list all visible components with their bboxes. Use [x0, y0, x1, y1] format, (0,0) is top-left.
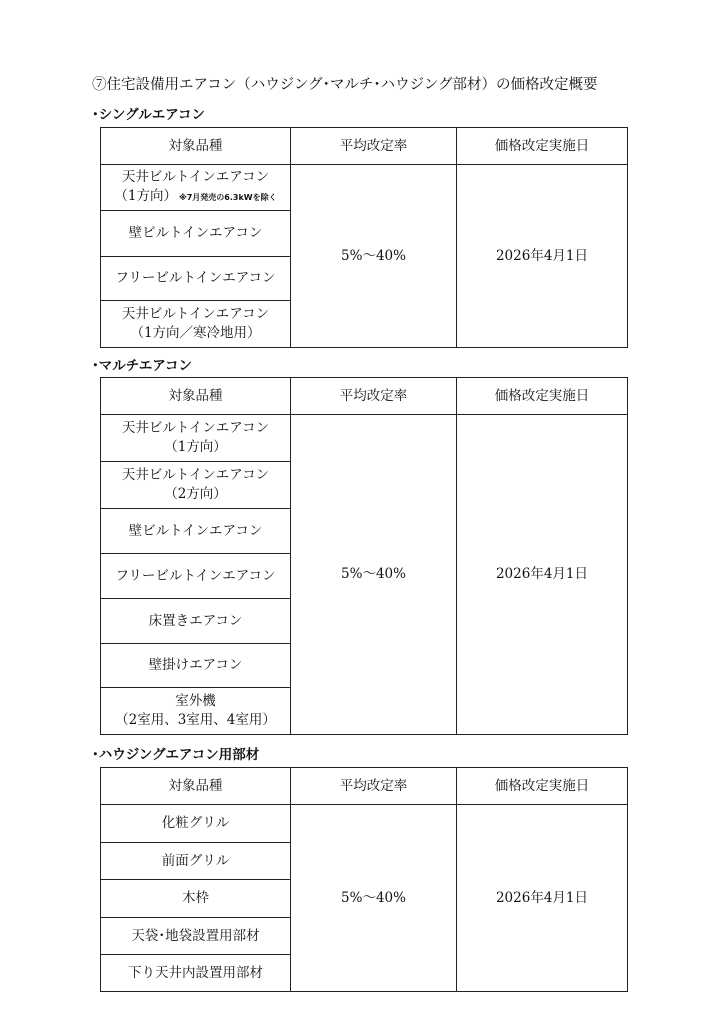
- housing-parts-table: [100, 767, 628, 992]
- product-cell: フリービルトインエアコン: [101, 554, 291, 599]
- product-cell: 床置きエアコン: [101, 599, 291, 644]
- product-cell: 天袋･地袋設置用部材: [101, 918, 291, 955]
- exclusion-note: ※7月発売の6.3kWを除く: [178, 193, 277, 202]
- header-product: 対象品種: [101, 768, 291, 805]
- section-heading-single: ･シングルエアコン: [92, 107, 206, 123]
- table-row: [101, 415, 628, 462]
- product-cell: 天井ビルトインエアコン （1方向） ※7月発売の6.3kWを除く: [101, 165, 291, 211]
- product-cell: 天井ビルトインエアコン （1方向／寒冷地用）: [101, 301, 291, 348]
- multi-aircon-table: [100, 377, 628, 735]
- product-cell: 化粧グリル: [101, 805, 291, 843]
- header-date: 価格改定実施日: [457, 128, 628, 165]
- product-cell: 壁掛けエアコン: [101, 644, 291, 688]
- product-cell: フリービルトインエアコン: [101, 257, 291, 301]
- header-date: 価格改定実施日: [457, 768, 628, 805]
- section-heading-multi: ･マルチエアコン: [92, 358, 193, 374]
- product-cell: 壁ビルトインエアコン: [101, 211, 291, 257]
- date-cell: 2026年4月1日: [457, 165, 628, 348]
- table-row: [101, 165, 628, 211]
- rate-cell: 5%～40%: [291, 805, 457, 992]
- product-cell: 天井ビルトインエアコン （2方向）: [101, 462, 291, 509]
- product-cell: 室外機 （2室用、3室用、4室用）: [101, 688, 291, 735]
- table-header-row: [101, 768, 628, 805]
- header-rate: 平均改定率: [291, 768, 457, 805]
- header-rate: 平均改定率: [291, 378, 457, 415]
- product-cell: 木枠: [101, 880, 291, 918]
- header-rate: 平均改定率: [291, 128, 457, 165]
- rate-cell: 5%～40%: [291, 415, 457, 735]
- single-aircon-table: [100, 127, 628, 348]
- date-cell: 2026年4月1日: [457, 805, 628, 992]
- product-cell: 壁ビルトインエアコン: [101, 509, 291, 554]
- table-header-row: [101, 378, 628, 415]
- product-cell: 天井ビルトインエアコン （1方向）: [101, 415, 291, 462]
- header-date: 価格改定実施日: [457, 378, 628, 415]
- page-title: ⑦住宅設備用エアコン（ハウジング･マルチ･ハウジング部材）の価格改定概要: [92, 77, 598, 93]
- header-product: 対象品種: [101, 378, 291, 415]
- section-heading-parts: ･ハウジングエアコン用部材: [92, 747, 260, 763]
- table-header-row: [101, 128, 628, 165]
- rate-cell: 5%～40%: [291, 165, 457, 348]
- product-cell: 前面グリル: [101, 843, 291, 880]
- header-product: 対象品種: [101, 128, 291, 165]
- table-row: [101, 805, 628, 843]
- product-cell: 下り天井内設置用部材: [101, 955, 291, 992]
- date-cell: 2026年4月1日: [457, 415, 628, 735]
